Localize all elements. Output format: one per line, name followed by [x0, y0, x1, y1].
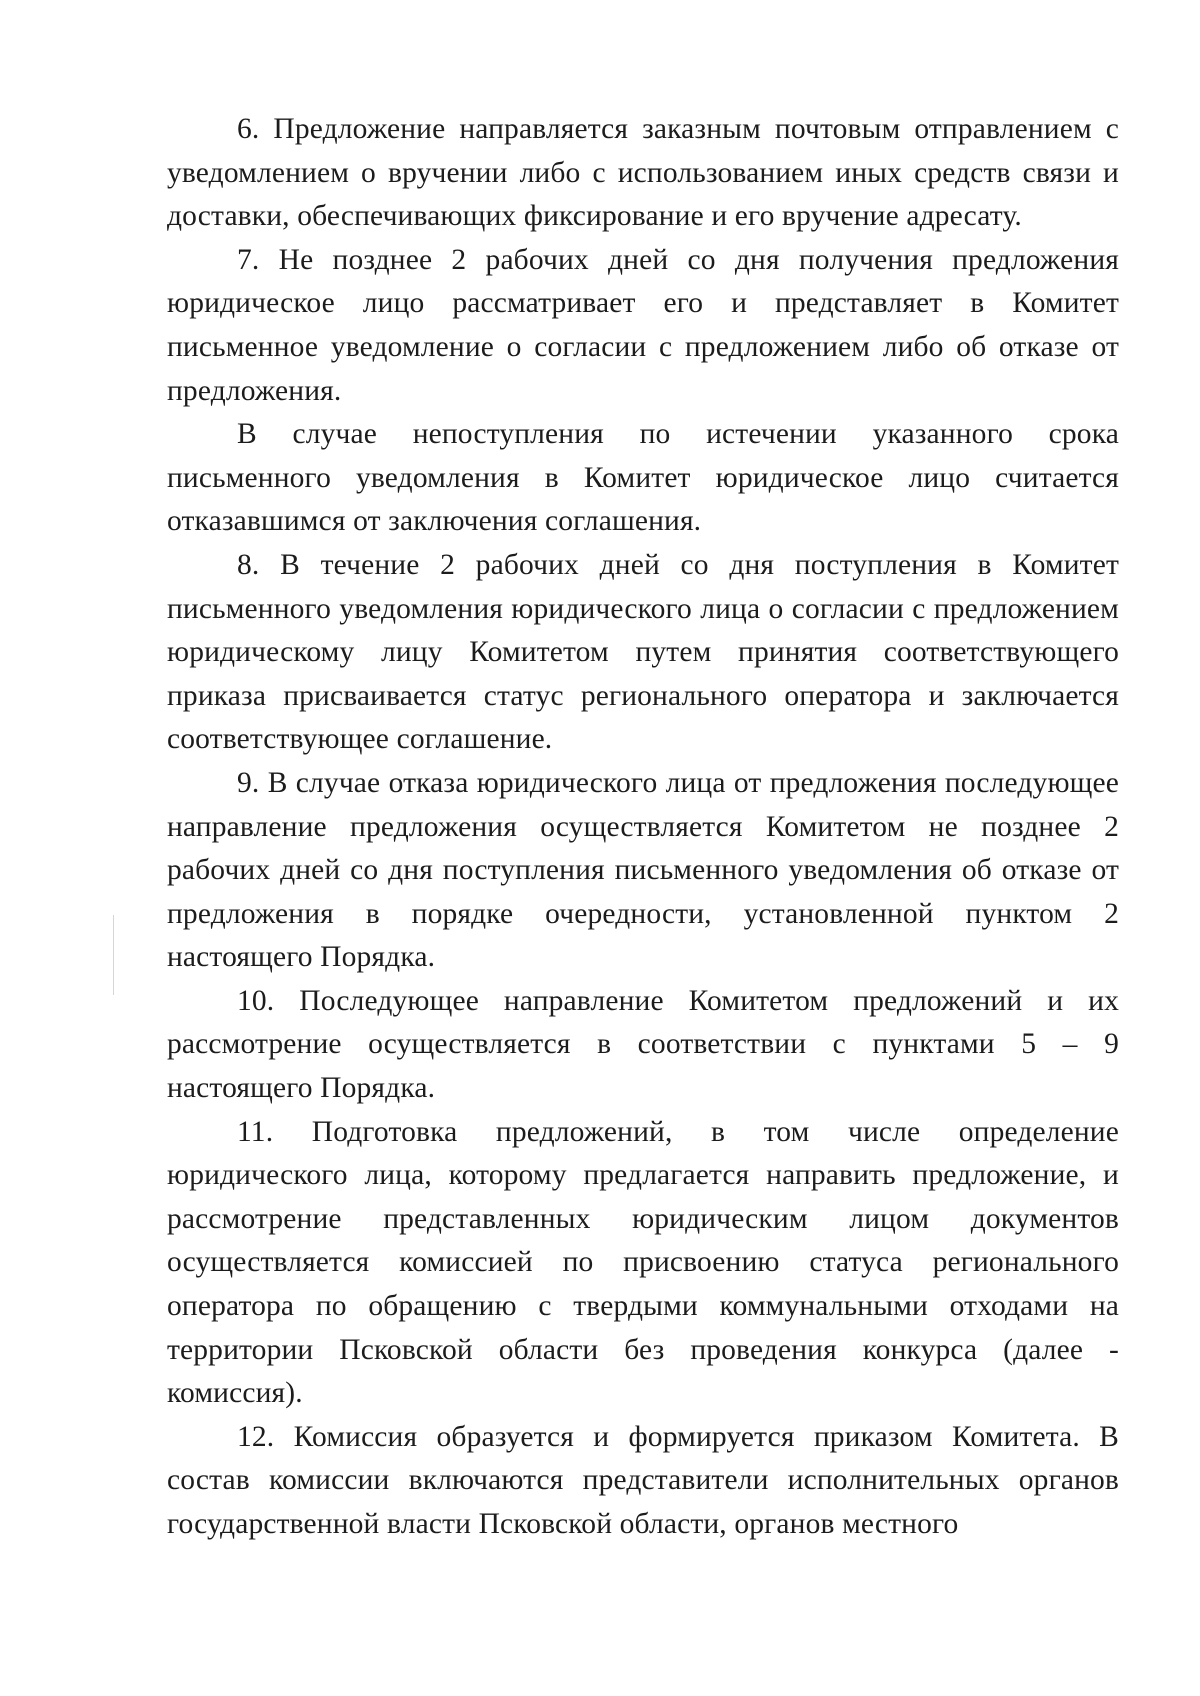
paragraph-12: 12. Комиссия образуется и формируется приказом Комитета. В состав комиссии включаются представители исполнительных органов государственной власти Псковской области, органов местного	[167, 1420, 1119, 1540]
paragraph-6: 6. Предложение направляется заказным почтовым отправлением с уведомлением о вручении либо с использованием иных средств связи и доставки, обеспечивающих фиксирование и его вручение адресату.	[167, 113, 1119, 233]
paragraph-7: 7. Не позднее 2 рабочих дней со дня получения предложения юридическое лицо рассматривает его и представляет в Комитет письменное уведомление о согласии с предложением либо об отказе от предложения.	[167, 243, 1119, 407]
paragraph-7-continuation: В случае непоступления по истечении указанного срока письменного уведомления в Комитет юридическое лицо считается отказавшимся от заключения соглашения.	[167, 418, 1119, 538]
paragraph-10: 10. Последующее направление Комитетом предложений и их рассмотрение осуществляется в соответствии с пунктами 5 – 9 настоящего Порядка.	[167, 984, 1119, 1105]
paragraph-8: 8. В течение 2 рабочих дней со дня поступления в Комитет письменного уведомления юридического лица о согласии с предложением юридическому лицу Комитетом путем принятия соответствующего приказа присваивается статус регионального оператора и заключается соответствующее соглашение.	[167, 548, 1119, 756]
paragraph-9: 9. В случае отказа юридического лица от предложения последующее направление предложения осуществляется Комитетом не позднее 2 рабочих дней со дня поступления письменного уведомления об отказе от предложения в порядке очередности, установленной пунктом 2 настоящего Порядка.	[167, 766, 1119, 974]
paragraph-11: 11. Подготовка предложений, в том числе определение юридического лица, которому предлагается направить предложение, и рассмотрение представленных юридическим лицом документов осуществляется комиссией по присвоению статуса регионального оператора по обращению с твердыми коммунальными отходами на территории Псковской области без проведения конкурса (далее - комиссия).	[167, 1115, 1119, 1410]
document-body	[167, 108, 1119, 1547]
scan-margin-mark	[113, 915, 114, 995]
